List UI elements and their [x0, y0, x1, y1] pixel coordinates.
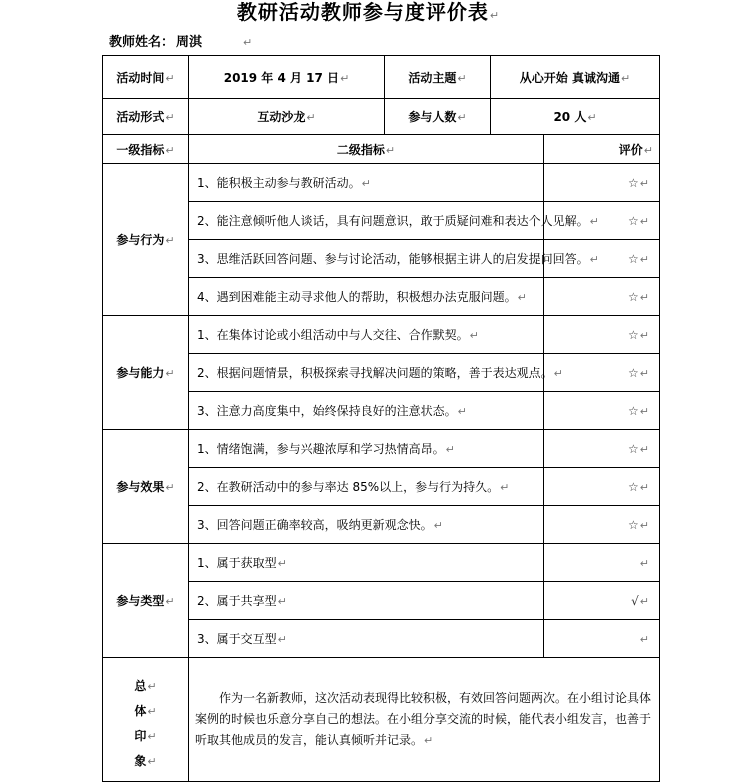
- rating-cell: ☆↵: [544, 468, 660, 506]
- indicator-item-text: 1、能积极主动参与教研活动。↵: [189, 164, 544, 202]
- rating-cell: √↵: [544, 582, 660, 620]
- activity-theme-label: 活动主题↵: [385, 56, 491, 99]
- rating-cell: ☆↵: [544, 278, 660, 316]
- participant-count-label: 参与人数↵: [385, 99, 491, 135]
- indicator-item-text: 3、思维活跃回答问题、参与讨论活动，能够根据主讲人的启发提问回答。↵: [189, 240, 544, 278]
- indicator-item-text: 2、在教研活动中的参与率达 85%以上，参与行为持久。↵: [189, 468, 544, 506]
- rating-cell: ☆↵: [544, 202, 660, 240]
- indicator-item-text: 4、遇到困难能主动寻求他人的帮助，积极想办法克服问题。↵: [189, 278, 544, 316]
- activity-form-value: 互动沙龙↵: [189, 99, 385, 135]
- indicator-group-label: 参与能力↵: [103, 316, 189, 430]
- rating-cell: ☆↵: [544, 392, 660, 430]
- activity-form-label: 活动形式↵: [103, 99, 189, 135]
- info-row-2: [103, 99, 660, 135]
- participant-count-value: 20 人↵: [491, 99, 660, 135]
- indicator-item-text: 2、能注意倾听他人谈话，具有问题意识，敢于质疑问难和表达个人见解。↵: [189, 202, 544, 240]
- rating-cell: ☆↵: [544, 164, 660, 202]
- summary-row: [103, 658, 660, 782]
- table-row: [103, 544, 660, 582]
- table-header-row: [103, 135, 660, 164]
- page-title: 教研活动教师参与度评价表↵: [236, 0, 501, 24]
- evaluation-table: [102, 55, 660, 782]
- indicator-item-text: 1、情绪饱满，参与兴趣浓厚和学习热情高昂。↵: [189, 430, 544, 468]
- rating-cell: ☆↵: [544, 430, 660, 468]
- summary-text: 作为一名新教师，这次活动表现得比较积极，有效回答问题两次。在小组讨论具体案例的时候也乐意分享自己的想法。在小组分享交流的时候，能代表小组发言，也善于听取其他成员的发言，能认真倾听并记录。↵: [189, 658, 660, 782]
- rating-cell: ☆↵: [544, 240, 660, 278]
- indicator-item-text: 3、注意力高度集中，始终保持良好的注意状态。↵: [189, 392, 544, 430]
- indicator-item-text: 3、回答问题正确率较高，吸纳更新观念快。↵: [189, 506, 544, 544]
- rating-cell: ↵: [544, 620, 660, 658]
- header-rating: 评价↵: [544, 135, 660, 164]
- rating-cell: ☆↵: [544, 354, 660, 392]
- activity-time-label: 活动时间↵: [103, 56, 189, 99]
- indicator-item-text: 1、属于获取型↵: [189, 544, 544, 582]
- indicator-item-text: 3、属于交互型↵: [189, 620, 544, 658]
- activity-theme-value: 从心开始 真诚沟通↵: [491, 56, 660, 99]
- teacher-name-label: 教师姓名：: [109, 35, 175, 50]
- activity-time-value: 2019 年 4 月 17 日↵: [189, 56, 385, 99]
- indicator-group-label: 参与效果↵: [103, 430, 189, 544]
- indicator-group-label: 参与行为↵: [103, 164, 189, 316]
- indicator-item-text: 2、根据问题情景，积极探索寻找解决问题的策略，善于表达观点。↵: [189, 354, 544, 392]
- header-level1: 一级指标↵: [103, 135, 189, 164]
- indicator-group-label: 参与类型↵: [103, 544, 189, 658]
- table-row: [103, 316, 660, 354]
- table-row: [103, 164, 660, 202]
- indicator-item-text: 2、属于共享型↵: [189, 582, 544, 620]
- table-row: [103, 430, 660, 468]
- rating-cell: ↵: [544, 544, 660, 582]
- paragraph-mark: ↵: [243, 36, 253, 49]
- info-row-1: [103, 56, 660, 99]
- indicator-item-text: 1、在集体讨论或小组活动中与人交往、合作默契。↵: [189, 316, 544, 354]
- rating-cell: ☆↵: [544, 506, 660, 544]
- header-level2: 二级指标↵: [189, 135, 544, 164]
- summary-label: 总↵ 体↵ 印↵ 象↵: [103, 658, 189, 782]
- teacher-name-value: 周淇: [176, 35, 203, 50]
- teacher-name-line: [109, 31, 202, 50]
- rating-cell: ☆↵: [544, 316, 660, 354]
